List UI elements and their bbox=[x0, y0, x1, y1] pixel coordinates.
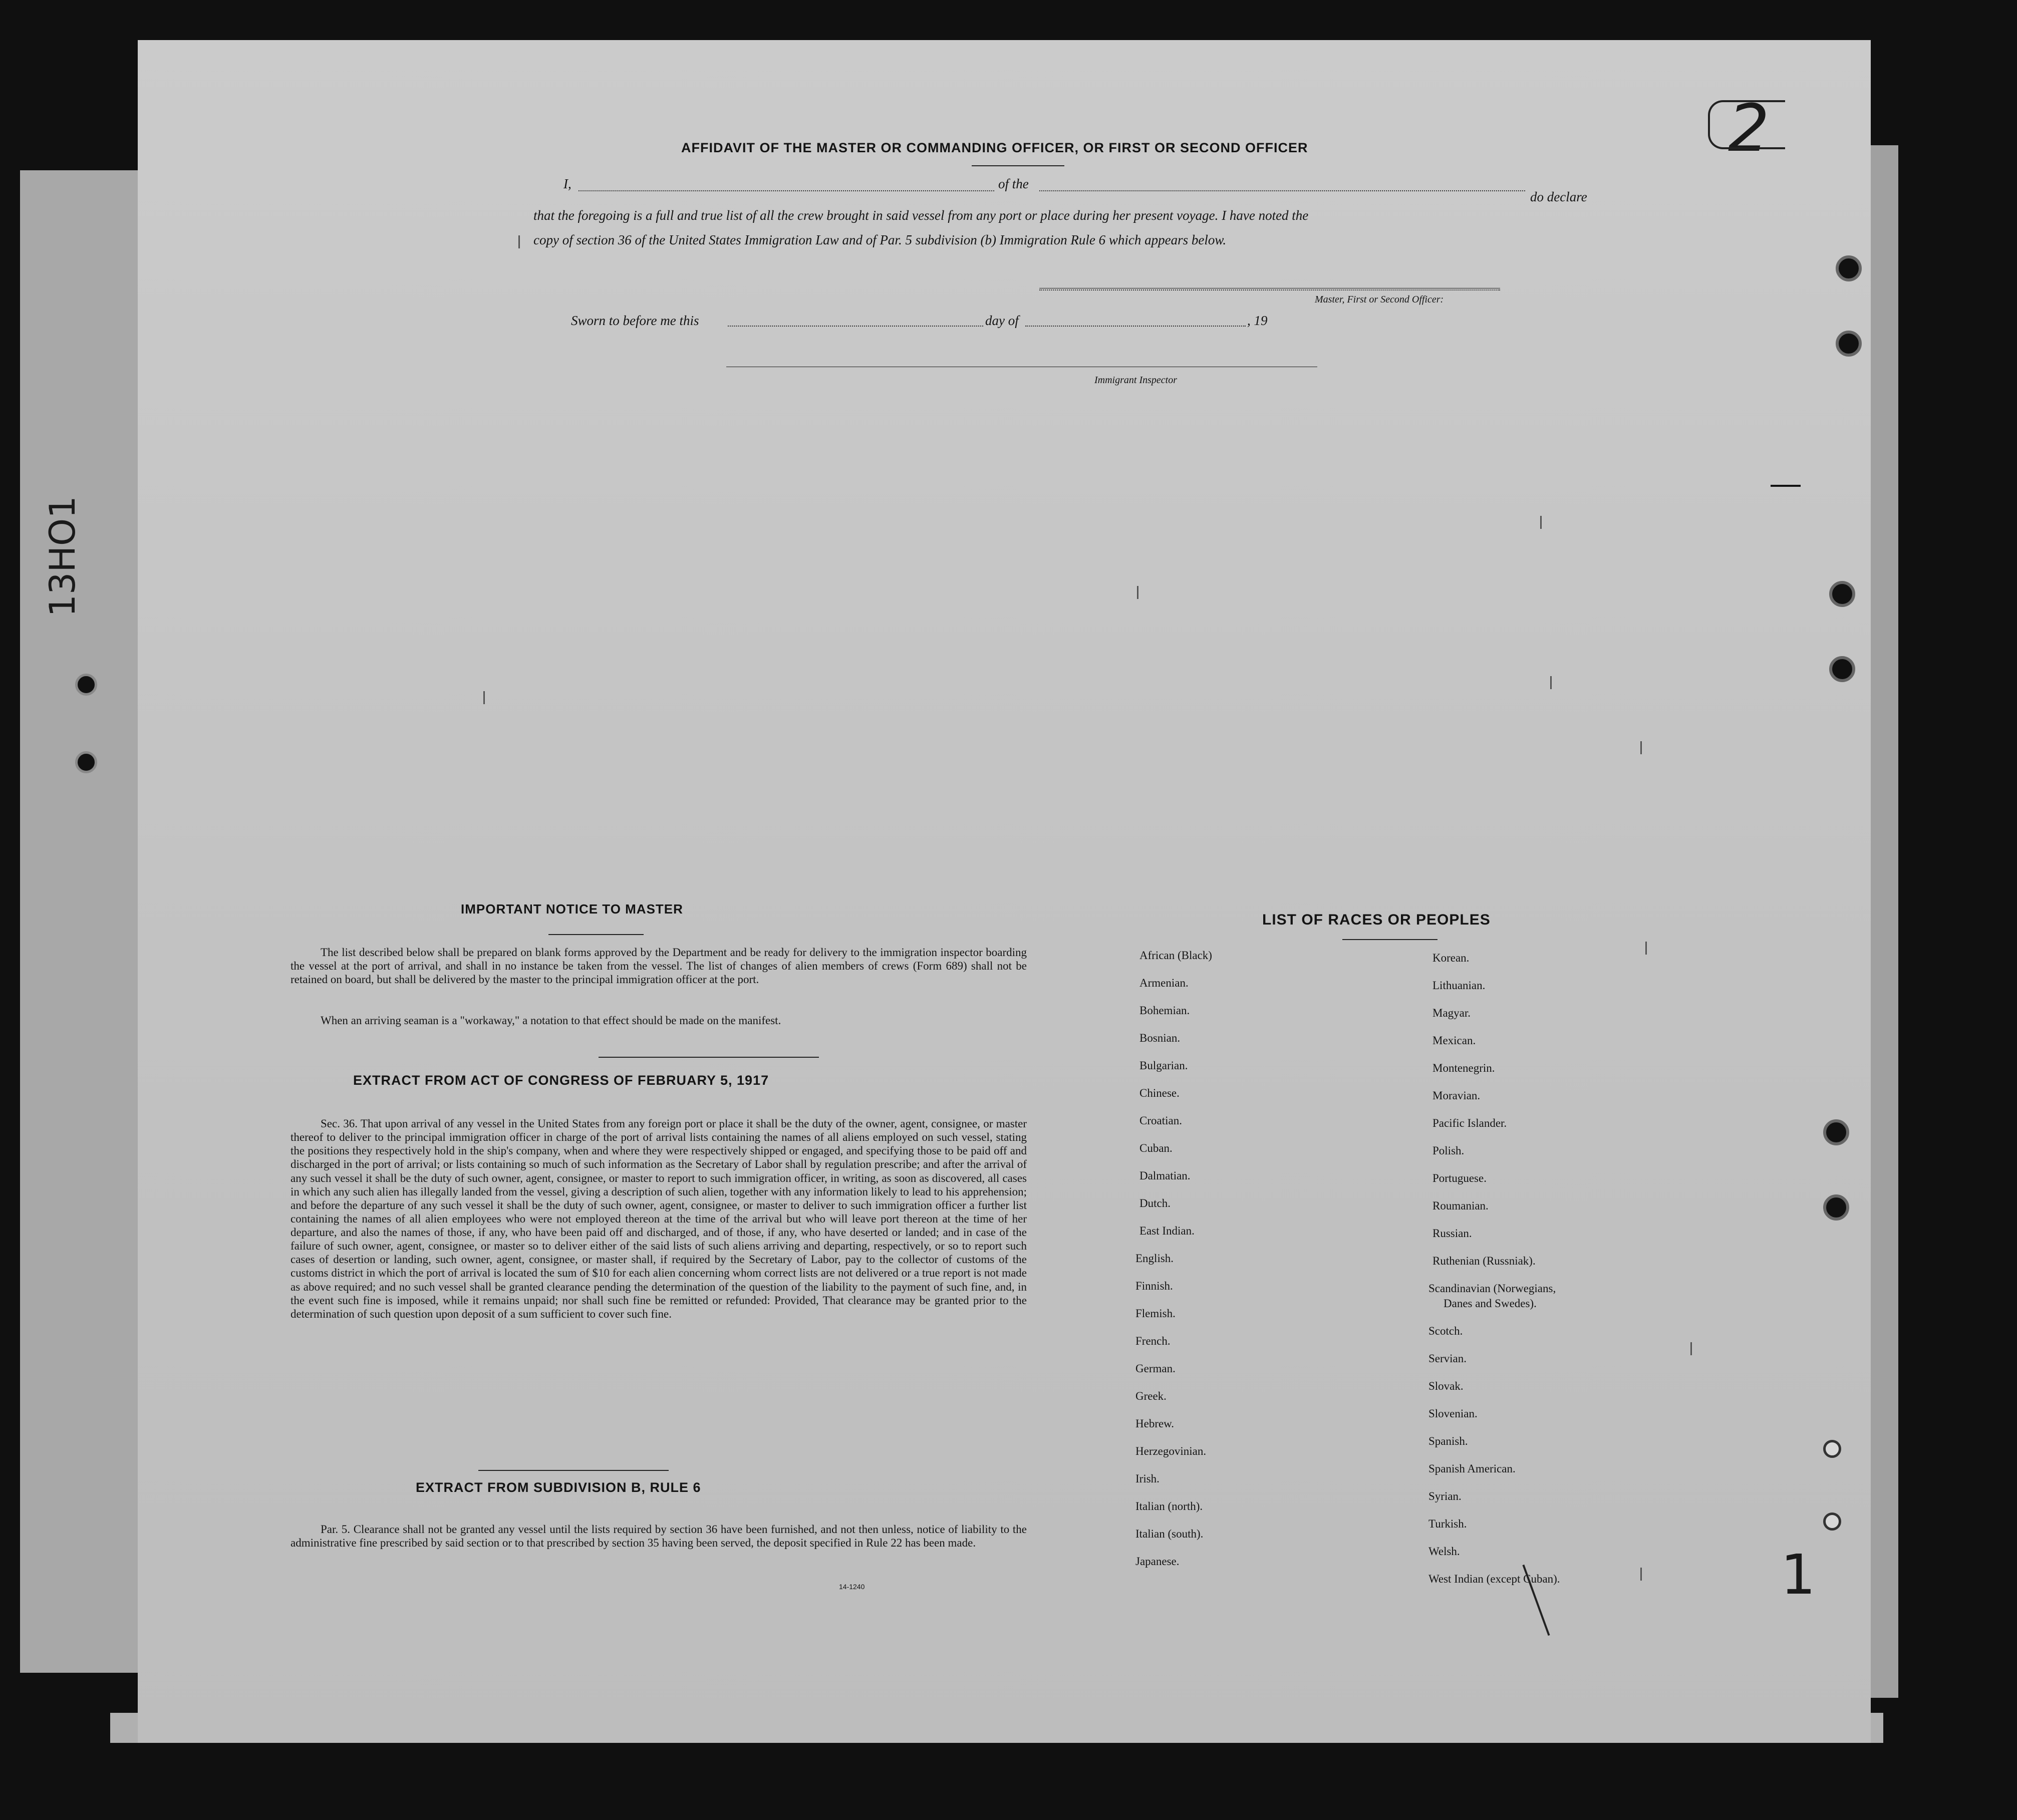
master-caption: Master, First or Second Officer: bbox=[1315, 294, 1444, 305]
extract-rule-title: EXTRACT FROM SUBDIVISION B, RULE 6 bbox=[416, 1480, 701, 1495]
sworn-day-line bbox=[728, 326, 983, 327]
affidavit-i-label: I, bbox=[563, 176, 571, 191]
affidavit-of-the-label: of the bbox=[998, 176, 1029, 191]
race-item: Scotch. bbox=[1428, 1325, 1463, 1337]
race-item: Scandinavian (Norwegians, bbox=[1428, 1282, 1556, 1295]
race-item: West Indian (except Cuban). bbox=[1428, 1573, 1560, 1585]
bleed-mark bbox=[1540, 516, 1542, 529]
race-item: Lithuanian. bbox=[1432, 979, 1486, 992]
notice-paragraph-2: When an arriving seaman is a "workaway," a notation to that effect should be made on the manifest. bbox=[321, 1014, 781, 1027]
form-number: 14-1240 bbox=[839, 1583, 865, 1591]
affidavit-do-declare: do declare bbox=[1530, 189, 1587, 204]
section-rule bbox=[599, 1057, 819, 1058]
race-item: Korean. bbox=[1432, 952, 1470, 964]
race-item: Herzegovinian. bbox=[1135, 1445, 1207, 1457]
punch-hole bbox=[1836, 255, 1862, 281]
race-item: English. bbox=[1135, 1252, 1174, 1265]
race-item: Slovenian. bbox=[1428, 1407, 1478, 1420]
handwritten-mark: 1 bbox=[1781, 1543, 1816, 1607]
bleed-mark bbox=[483, 691, 485, 704]
extract-act-text: Sec. 36. That upon arrival of any vessel in the United States from any foreign port or place it shall be the duty of the owner, agent, consignee, or master thereof to deliver to the principal immigration officer in charge of the port of arrival lists containing the names of all aliens employed on such vessel, stating the positions they respectively hold in the ship's company, when and where they were respectively shipped or engaged, and specifying those to be paid off and discharged in the port of arrival; or lists containing so much of such information as the Secretary of Labor shall by regulation prescribe; and after the arrival of any such vessel it shall be the duty of such owner, agent, consignee, or master to report to such immigration officer, in writing, as soon as discovered, all cases in which any such alien has illegally landed from the vessel, giving a description of such alien, together with any information likely to lead to his apprehension; and before the departure of any such vessel it shall be the duty of such owner, agent, consignee, or master to deliver to such immigration officer a further list containing the names of all alien employees who were not employed thereon at the time of the arrival but who will leave port thereon at the time of her departure, and also the names of those, if any, who have been paid off and discharged, and of those, if any, who have deserted or landed; and in case of the failure of such owner, agent, consignee, or master so to deliver either of the said lists of such aliens arriving and departing, respectively, or so to report such cases of desertion or landing, such owner, agent, consignee, or master shall, if required by the Secretary of Labor, pay to the collector of customs of the customs district in which the port of arrival is located the sum of $10 for each alien concerning whom correct lists are not delivered or a true report is not made as above required; and no such vessel shall be granted clearance pending the determination of the question of the liability to the payment of such fine, and, in the event such fine is imposed, while it remains unpaid; nor shall such fine be remitted or refunded: Provided, That clearance may be granted prior to the determination of such question upon deposit of a sum sufficient to cover such fine. bbox=[291, 1117, 1027, 1320]
race-item: Danes and Swedes). bbox=[1444, 1297, 1537, 1310]
race-item: Italian (north). bbox=[1135, 1500, 1203, 1512]
race-item: Bosnian. bbox=[1139, 1032, 1181, 1044]
punch-hole bbox=[1836, 331, 1862, 357]
race-item: Welsh. bbox=[1428, 1545, 1460, 1558]
notice-paragraph-1: The list described below shall be prepared on blank forms approved by the Department and be ready for delivery to the immigration inspector boarding the vessel at the port of arrival, and shall in no instance be taken from the vessel. The list of changes of alien members of crews (Form 689) shall not be retained on board, but shall be delivered by the master to the principal immigration officer at the port. bbox=[291, 946, 1027, 986]
bleed-mark bbox=[1690, 1342, 1692, 1355]
race-item: East Indian. bbox=[1139, 1225, 1195, 1237]
day-of-label: day of bbox=[985, 313, 1019, 328]
affidavit-line-3: copy of section 36 of the United States Immigration Law and of Par. 5 subdivision (b) Immigration Rule 6 which appears below. bbox=[533, 232, 1227, 247]
race-item: Finnish. bbox=[1135, 1280, 1173, 1292]
punch-hole bbox=[1829, 581, 1855, 607]
handwritten-margin-note: 13HO1 bbox=[42, 496, 83, 617]
race-item: Syrian. bbox=[1428, 1490, 1462, 1502]
race-item: Japanese. bbox=[1135, 1555, 1180, 1568]
races-title: LIST OF RACES OR PEOPLES bbox=[1262, 912, 1491, 928]
race-item: Spanish. bbox=[1428, 1435, 1468, 1447]
race-item: Turkish. bbox=[1428, 1518, 1467, 1530]
race-item: Italian (south). bbox=[1135, 1528, 1204, 1540]
punch-hole bbox=[1823, 1440, 1841, 1458]
bleed-mark bbox=[1550, 676, 1552, 689]
bleed-mark bbox=[1137, 586, 1138, 599]
race-item: Dutch. bbox=[1139, 1197, 1171, 1209]
extract-act-title: EXTRACT FROM ACT OF CONGRESS OF FEBRUARY 5, 1917 bbox=[353, 1073, 769, 1088]
handwritten-page-number: 2 bbox=[1728, 90, 1770, 166]
bleed-mark bbox=[1640, 741, 1642, 754]
master-name-line bbox=[579, 190, 994, 191]
bleed-mark bbox=[518, 235, 520, 248]
punch-hole bbox=[75, 674, 97, 696]
sworn-label: Sworn to before me this bbox=[571, 313, 699, 328]
race-item: Bulgarian. bbox=[1139, 1059, 1188, 1072]
inspector-caption: Immigrant Inspector bbox=[1094, 375, 1177, 386]
race-item: Irish. bbox=[1135, 1472, 1160, 1485]
punch-hole bbox=[75, 751, 97, 773]
extract-rule-text: Par. 5. Clearance shall not be granted any vessel until the lists required by section 36 have been furnished, and not then unless, notice of liability to the administrative fine prescribed by said section or to that prescribed by section 35 having been served, the deposit specified in Rule 22 has been made. bbox=[291, 1523, 1027, 1550]
affidavit-title: AFFIDAVIT OF THE MASTER OR COMMANDING OFFICER, OR FIRST OR SECOND OFFICER bbox=[681, 140, 1308, 155]
race-item: Spanish American. bbox=[1428, 1462, 1516, 1475]
race-item: Hebrew. bbox=[1135, 1417, 1175, 1430]
race-item: Russian. bbox=[1432, 1227, 1472, 1240]
bleed-mark bbox=[1640, 1568, 1642, 1581]
signature-dots bbox=[1039, 289, 1500, 290]
race-item: Croatian. bbox=[1139, 1114, 1182, 1127]
underlying-page-left bbox=[20, 170, 140, 1673]
race-item: German. bbox=[1135, 1362, 1176, 1375]
race-item: Ruthenian (Russniak). bbox=[1432, 1255, 1536, 1267]
race-item: Bohemian. bbox=[1139, 1004, 1190, 1017]
race-item: Slovak. bbox=[1428, 1380, 1464, 1392]
page-number-circle bbox=[1708, 100, 1785, 149]
race-item: Montenegrin. bbox=[1432, 1062, 1495, 1074]
race-item: Portuguese. bbox=[1432, 1172, 1487, 1184]
notice-title: IMPORTANT NOTICE TO MASTER bbox=[461, 901, 683, 917]
race-item: Servian. bbox=[1428, 1352, 1467, 1365]
race-item: Dalmatian. bbox=[1139, 1169, 1191, 1182]
section-rule bbox=[478, 1470, 669, 1471]
race-item: Cuban. bbox=[1139, 1142, 1173, 1154]
punch-hole bbox=[1823, 1194, 1849, 1221]
sworn-month-line bbox=[1025, 326, 1246, 327]
race-item: Greek. bbox=[1135, 1390, 1167, 1402]
races-rule bbox=[1342, 939, 1437, 940]
affidavit-line-2: that the foregoing is a full and true list of all the crew brought in said vessel from any port or place during her present voyage. I have noted the bbox=[533, 208, 1309, 223]
race-item: Mexican. bbox=[1432, 1034, 1476, 1047]
race-item: Chinese. bbox=[1139, 1087, 1180, 1099]
race-item: Moravian. bbox=[1432, 1089, 1481, 1102]
race-item: Magyar. bbox=[1432, 1007, 1471, 1019]
punch-hole bbox=[1829, 656, 1855, 682]
race-item: African (Black) bbox=[1139, 949, 1212, 962]
bleed-mark bbox=[1645, 942, 1647, 955]
arrow-mark bbox=[1771, 485, 1801, 487]
document-page bbox=[42, 40, 1871, 1743]
race-item: Polish. bbox=[1432, 1144, 1465, 1157]
title-rule bbox=[972, 165, 1064, 166]
punch-hole bbox=[1823, 1512, 1841, 1531]
race-item: Flemish. bbox=[1135, 1307, 1176, 1320]
punch-hole bbox=[1823, 1119, 1849, 1145]
race-item: Pacific Islander. bbox=[1432, 1117, 1507, 1129]
race-item: French. bbox=[1135, 1335, 1171, 1347]
notice-rule bbox=[548, 934, 644, 935]
vessel-name-line bbox=[1039, 190, 1525, 191]
race-item: Armenian. bbox=[1139, 977, 1189, 989]
race-item: Roumanian. bbox=[1432, 1199, 1489, 1212]
year-prefix: , 19 bbox=[1247, 313, 1268, 328]
